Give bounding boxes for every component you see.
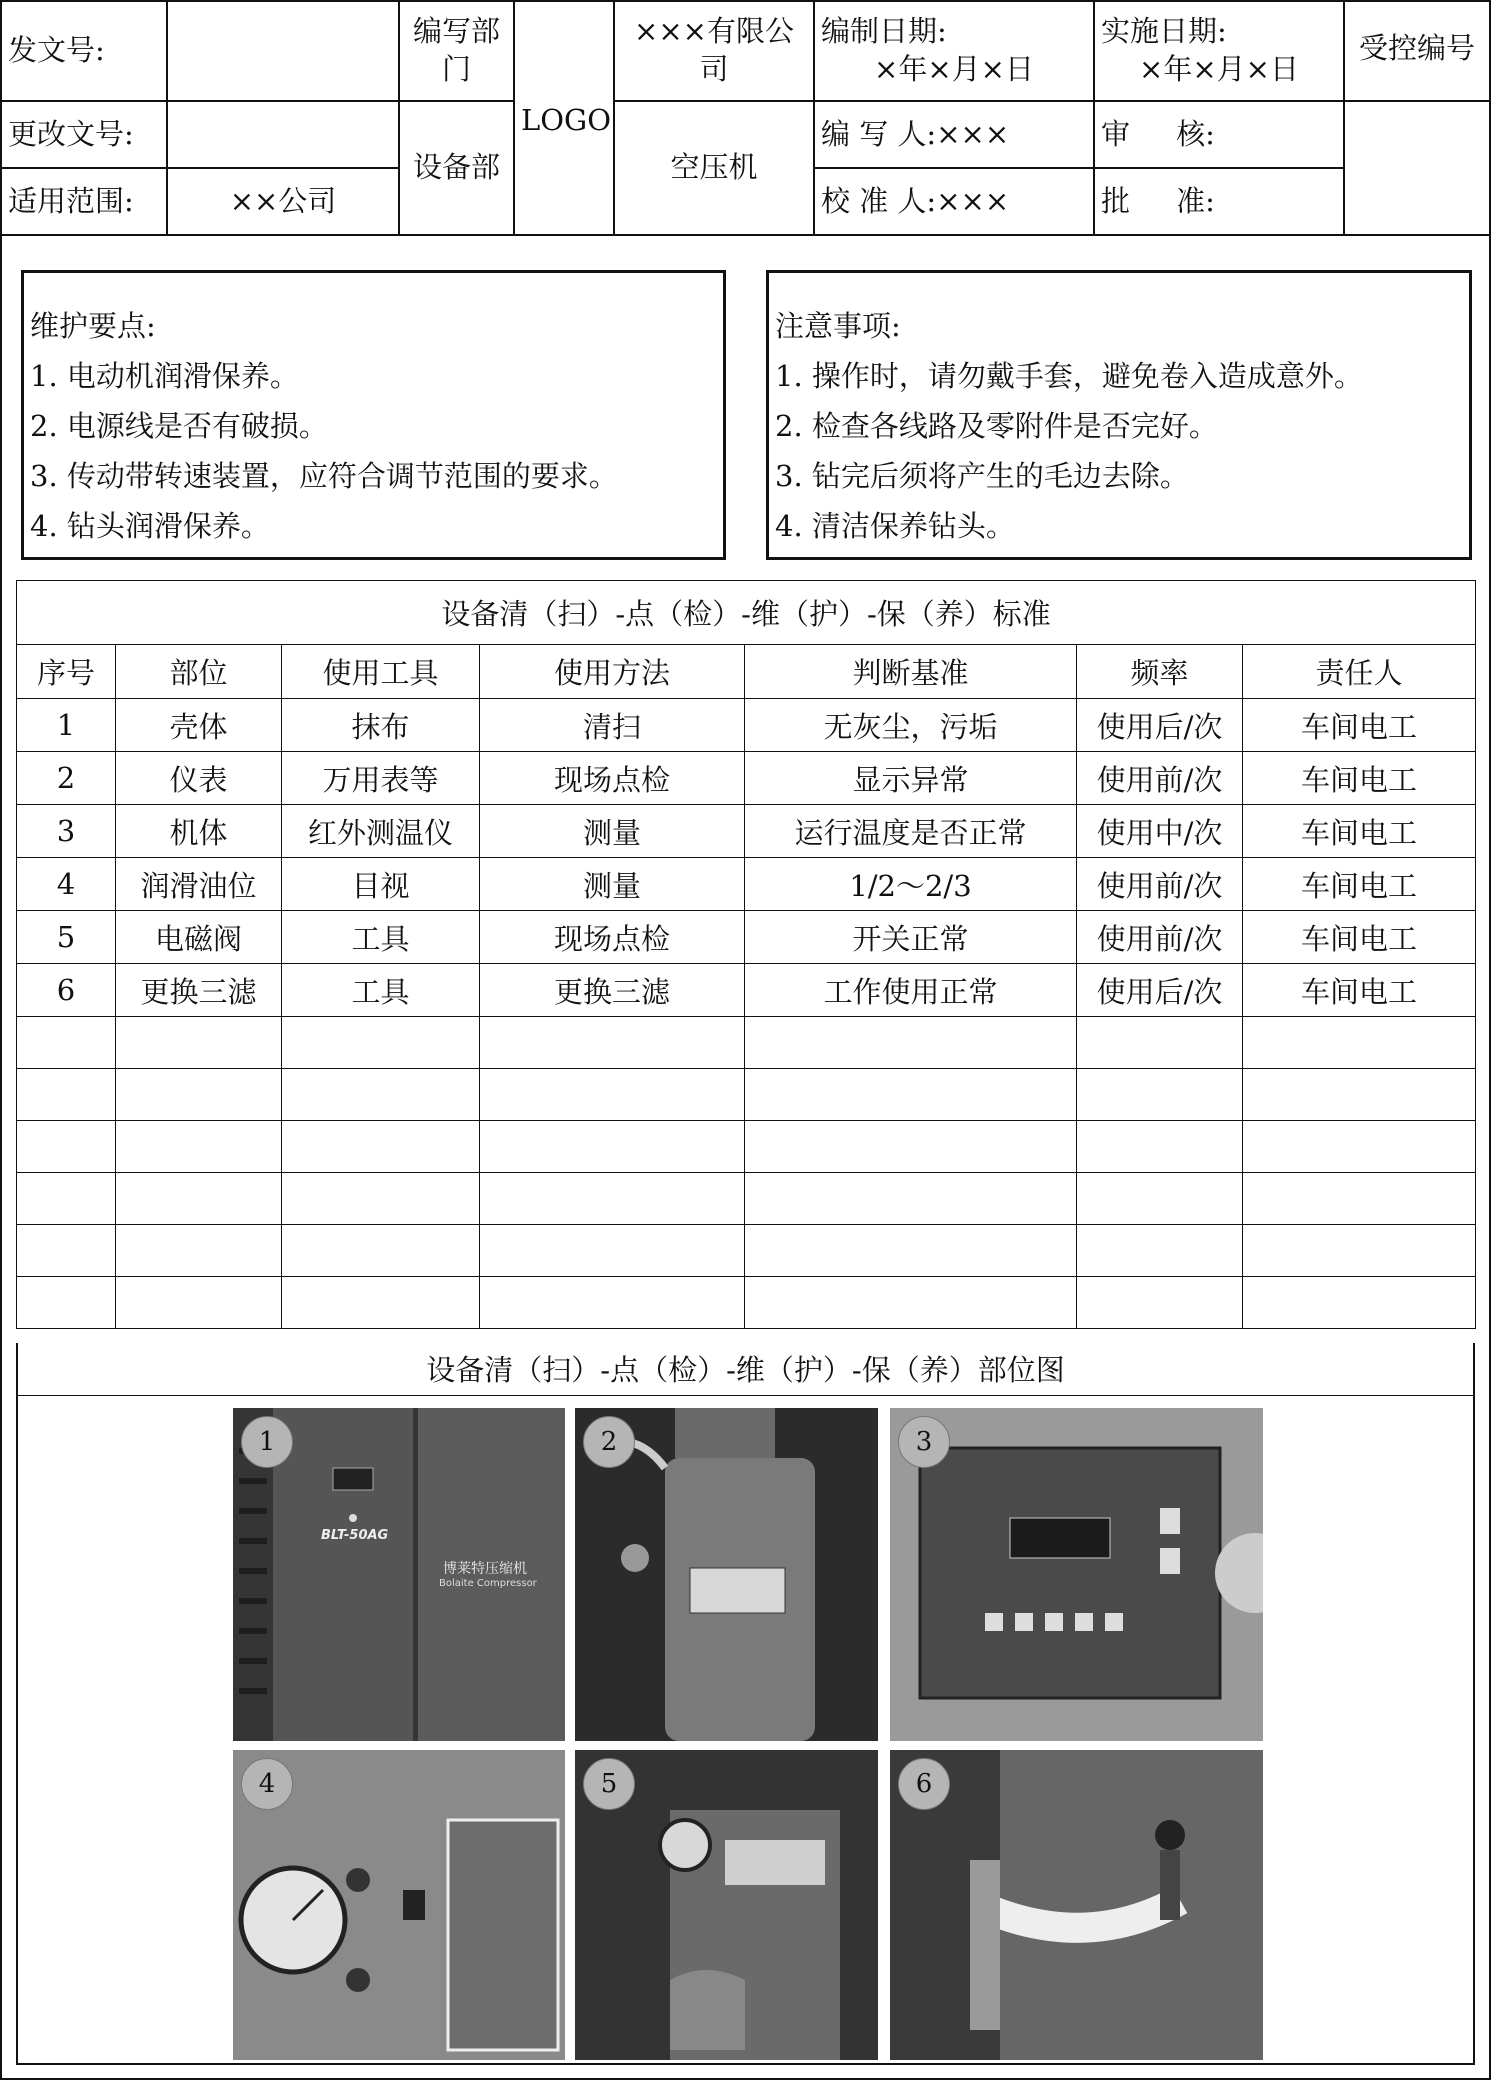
table-cell: 抹布 bbox=[282, 699, 480, 752]
model-label: BLT-50AG bbox=[321, 1528, 389, 1543]
empty-row bbox=[17, 1121, 1476, 1173]
dept-value: 设备部 bbox=[399, 101, 514, 235]
parts-diagram-title: 设备清（扫）-点（检）-维（护）-保（养）部位图 bbox=[16, 1344, 1475, 1396]
dept-label: 编写部门 bbox=[399, 1, 514, 101]
change-no-value bbox=[167, 101, 399, 168]
table-cell: 仪表 bbox=[116, 752, 282, 805]
table-cell: 更换三滤 bbox=[480, 964, 745, 1017]
table-cell: 开关正常 bbox=[745, 911, 1077, 964]
maintenance-item: 4. 钻头润滑保养。 bbox=[30, 509, 270, 543]
table-cell: 车间电工 bbox=[1243, 805, 1476, 858]
brand-label: 博莱特压缩机 bbox=[443, 1561, 527, 1577]
table-cell: 机体 bbox=[116, 805, 282, 858]
empty-row bbox=[17, 1017, 1476, 1069]
table-cell: 无灰尘，污垢 bbox=[745, 699, 1077, 752]
table-cell: 使用后/次 bbox=[1077, 699, 1243, 752]
column-header: 使用工具 bbox=[282, 645, 480, 699]
notes-title: 注意事项: bbox=[775, 309, 901, 343]
part-number-badge: 6 bbox=[898, 1758, 950, 1810]
part-photo-5 bbox=[575, 1750, 878, 2060]
table-cell: 壳体 bbox=[116, 699, 282, 752]
table-cell: 测量 bbox=[480, 858, 745, 911]
table-cell: 车间电工 bbox=[1243, 858, 1476, 911]
table-cell: 更换三滤 bbox=[116, 964, 282, 1017]
table-cell: 红外测温仪 bbox=[282, 805, 480, 858]
empty-row bbox=[17, 1173, 1476, 1225]
maintenance-points-box bbox=[21, 270, 726, 560]
standard-title: 设备清（扫）-点（检）-维（护）-保（养）标准 bbox=[17, 581, 1476, 645]
calibrator-value: ××× bbox=[936, 183, 1010, 218]
calibrator-label: 校 准 人: bbox=[821, 183, 937, 218]
scope-label: 适用范围: bbox=[1, 168, 167, 235]
table-cell: 3 bbox=[17, 805, 116, 858]
table-cell: 1 bbox=[17, 699, 116, 752]
column-header: 使用方法 bbox=[480, 645, 745, 699]
empty-row bbox=[17, 1277, 1476, 1329]
table-row bbox=[17, 858, 1476, 911]
empty-row bbox=[17, 1069, 1476, 1121]
notes-item: 2. 检查各线路及零附件是否完好。 bbox=[775, 409, 1218, 443]
notes-item: 4. 清洁保养钻头。 bbox=[775, 509, 1015, 543]
impl-date-cell bbox=[1094, 1, 1344, 101]
author-cell bbox=[814, 101, 1094, 168]
table-cell: 使用前/次 bbox=[1077, 911, 1243, 964]
table-cell: 车间电工 bbox=[1243, 964, 1476, 1017]
notes-item: 3. 钻完后须将产生的毛边去除。 bbox=[775, 459, 1189, 493]
logo: LOGO bbox=[514, 1, 614, 235]
table-cell: 工作使用正常 bbox=[745, 964, 1077, 1017]
table-cell: 车间电工 bbox=[1243, 911, 1476, 964]
table-cell: 电磁阀 bbox=[116, 911, 282, 964]
table-row bbox=[17, 911, 1476, 964]
scope-value: ××公司 bbox=[167, 168, 399, 235]
table-cell: 6 bbox=[17, 964, 116, 1017]
part-photo-4 bbox=[233, 1750, 565, 2060]
part-number-badge: 5 bbox=[583, 1758, 635, 1810]
notes-item: 1. 操作时，请勿戴手套，避免卷入造成意外。 bbox=[775, 359, 1363, 393]
column-header: 部位 bbox=[116, 645, 282, 699]
column-header: 判断基准 bbox=[745, 645, 1077, 699]
table-cell: 2 bbox=[17, 752, 116, 805]
review-label: 审 核: bbox=[1094, 101, 1344, 168]
control-no-label: 受控编号 bbox=[1344, 1, 1490, 101]
table-cell: 1/2～2/3 bbox=[745, 858, 1077, 911]
compile-date-cell bbox=[814, 1, 1094, 101]
column-header: 责任人 bbox=[1243, 645, 1476, 699]
approve-label: 批 准: bbox=[1094, 168, 1344, 235]
part-photo-1 bbox=[233, 1408, 565, 1741]
empty-row bbox=[17, 1225, 1476, 1277]
part-photo-3 bbox=[890, 1408, 1263, 1741]
calibrator-cell bbox=[814, 168, 1094, 235]
table-cell: 使用中/次 bbox=[1077, 805, 1243, 858]
table-row bbox=[17, 699, 1476, 752]
table-cell: 5 bbox=[17, 911, 116, 964]
table-header-row bbox=[17, 645, 1476, 699]
table-cell: 工具 bbox=[282, 911, 480, 964]
table-cell: 测量 bbox=[480, 805, 745, 858]
part-number-badge: 1 bbox=[241, 1416, 293, 1468]
company-name: ×××有限公司 bbox=[614, 1, 814, 101]
table-cell: 目视 bbox=[282, 858, 480, 911]
change-no-label: 更改文号: bbox=[1, 101, 167, 168]
table-cell: 清扫 bbox=[480, 699, 745, 752]
doc-no-value bbox=[167, 1, 399, 101]
maintenance-item: 1. 电动机润滑保养。 bbox=[30, 359, 299, 393]
table-row bbox=[17, 805, 1476, 858]
table-cell: 运行温度是否正常 bbox=[745, 805, 1077, 858]
column-header: 频率 bbox=[1077, 645, 1243, 699]
table-row bbox=[17, 752, 1476, 805]
table-cell: 4 bbox=[17, 858, 116, 911]
maintenance-standard-table bbox=[16, 580, 1476, 1329]
part-number-badge: 3 bbox=[898, 1416, 950, 1468]
impl-date-label: 实施日期: bbox=[1101, 14, 1227, 49]
table-cell: 使用后/次 bbox=[1077, 964, 1243, 1017]
part-photo-6 bbox=[890, 1750, 1263, 2060]
part-number-badge: 4 bbox=[241, 1758, 293, 1810]
doc-no-label: 发文号: bbox=[1, 1, 167, 101]
table-cell: 工具 bbox=[282, 964, 480, 1017]
table-cell: 使用前/次 bbox=[1077, 752, 1243, 805]
maintenance-item: 2. 电源线是否有破损。 bbox=[30, 409, 328, 443]
part-photo-2 bbox=[575, 1408, 878, 1741]
table-row bbox=[17, 964, 1476, 1017]
author-value: ××× bbox=[936, 116, 1010, 151]
table-cell: 使用前/次 bbox=[1077, 858, 1243, 911]
document-header-table bbox=[0, 0, 1491, 236]
control-no-value bbox=[1344, 101, 1490, 235]
table-cell: 车间电工 bbox=[1243, 752, 1476, 805]
control-panel-image bbox=[890, 1408, 1263, 1741]
author-label: 编 写 人: bbox=[821, 116, 937, 151]
part-number-badge: 2 bbox=[583, 1416, 635, 1468]
column-header: 序号 bbox=[17, 645, 116, 699]
table-cell: 现场点检 bbox=[480, 911, 745, 964]
table-cell: 显示异常 bbox=[745, 752, 1077, 805]
maintenance-item: 3. 传动带转速装置，应符合调节范围的要求。 bbox=[30, 459, 618, 493]
table-cell: 万用表等 bbox=[282, 752, 480, 805]
equipment-name: 空压机 bbox=[614, 101, 814, 235]
brand-en-label: Bolaite Compressor bbox=[439, 1578, 537, 1589]
table-cell: 现场点检 bbox=[480, 752, 745, 805]
compile-date-value: ×年×月×日 bbox=[874, 52, 1034, 86]
notes-box bbox=[766, 270, 1472, 560]
impl-date-value: ×年×月×日 bbox=[1139, 52, 1299, 86]
table-cell: 润滑油位 bbox=[116, 858, 282, 911]
compile-date-label: 编制日期: bbox=[821, 14, 947, 49]
table-cell: 车间电工 bbox=[1243, 699, 1476, 752]
maintenance-title: 维护要点: bbox=[30, 309, 156, 343]
